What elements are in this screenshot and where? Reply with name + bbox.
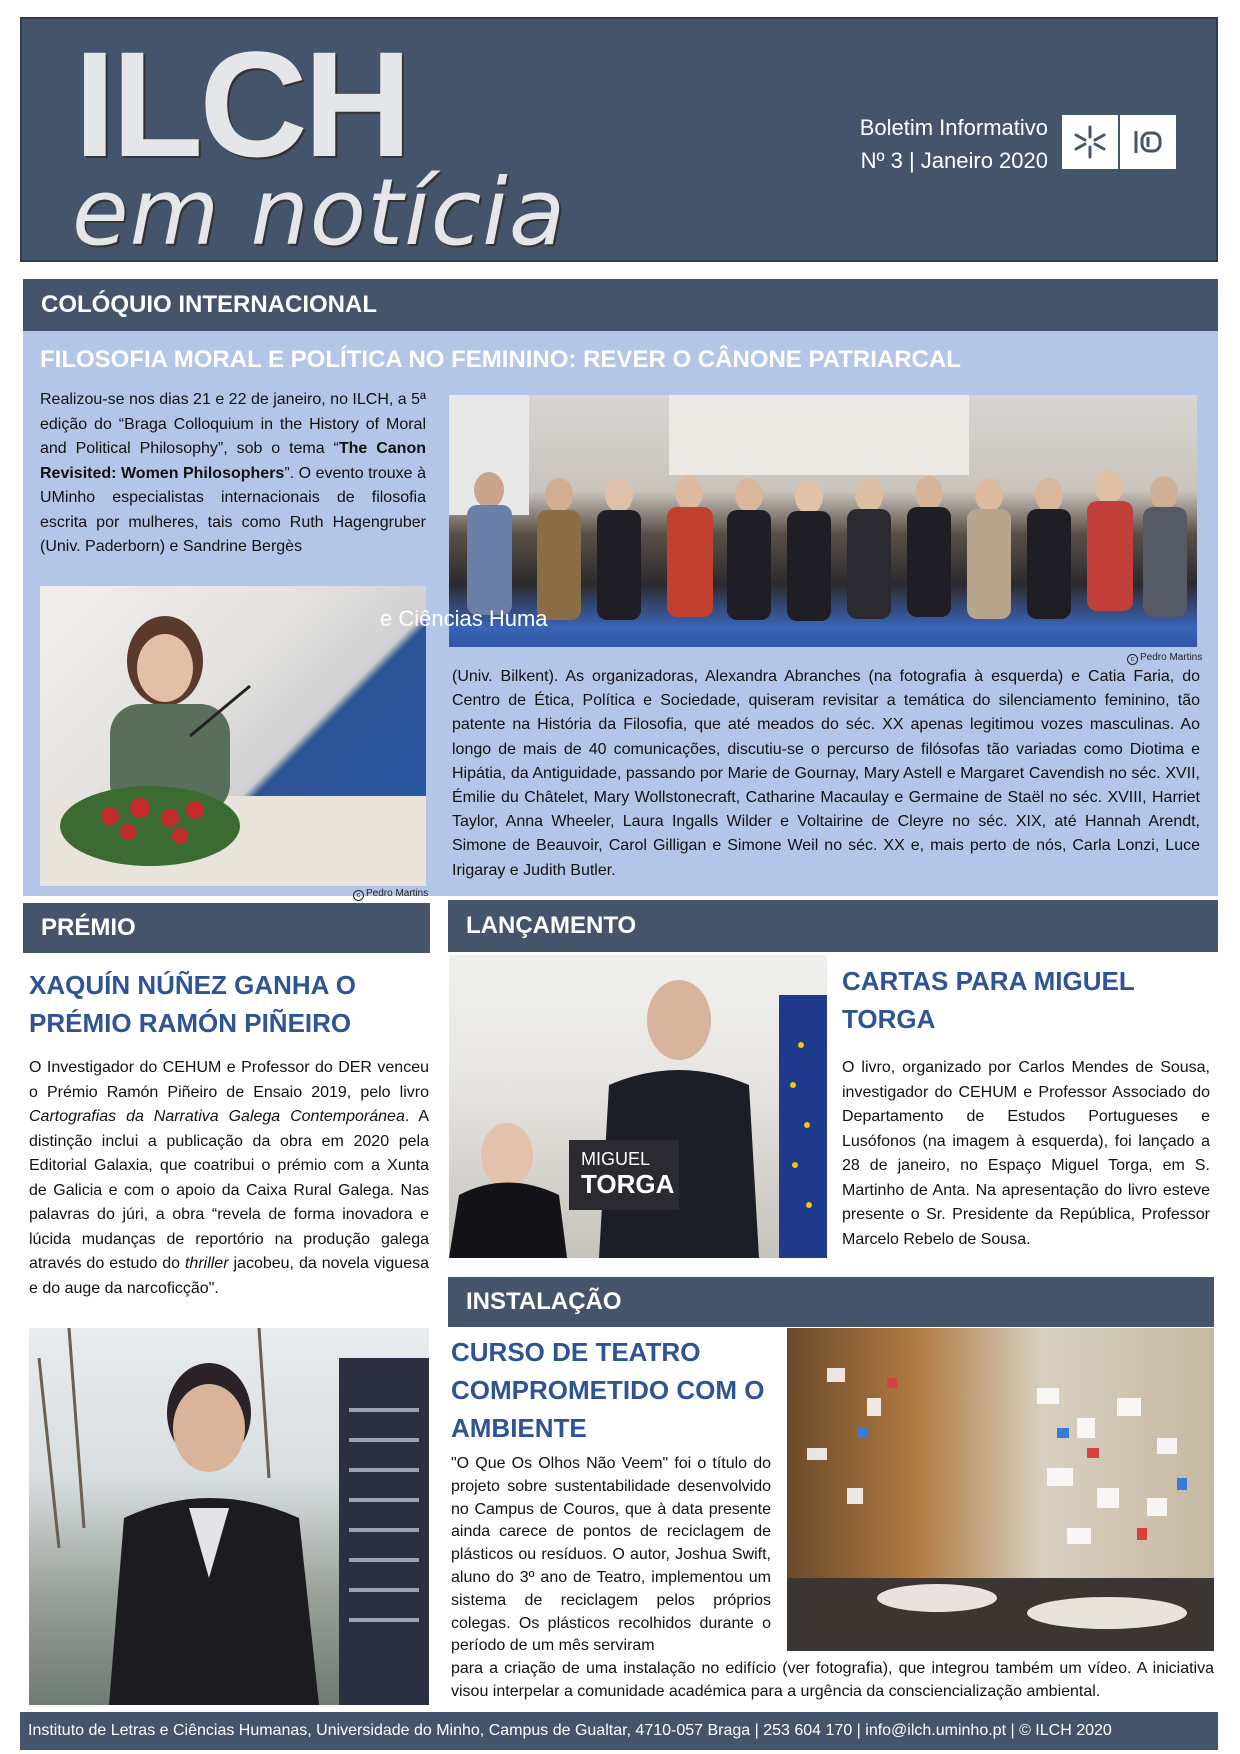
instalacao-body-narrow: "O Que Os Olhos Não Veem" foi o título do projeto sobre sustentabilidade desenvolvido no Campus de Couros, que à data presente ainda carece de pontos de reciclagem de plásticos ou resíduos. O autor, Joshua Swift, aluno do 3º ano de Teatro, implementou um sistema de reciclagem pelos próprios colegas. Os plásticos recolhidos durante o período de um mês serviram — [451, 1455, 771, 1655]
installation-photo — [787, 1328, 1214, 1651]
group-photo — [449, 395, 1197, 647]
copyright-icon: c — [353, 890, 364, 901]
uminho-star-icon — [1062, 115, 1118, 169]
issue-info — [860, 111, 1048, 177]
svg-text:e Ciências Huma: e Ciências Huma — [380, 606, 548, 631]
instalacao-headline: CURSO DE TEATRO COMPROMETIDO COM O AMBIENTE — [451, 1337, 765, 1443]
coloquio-subtitle: FILOSOFIA MORAL E POLÍTICA NO FEMININO: REVER O CÂNONE PATRIARCAL — [40, 346, 961, 373]
photo-credit-portrait: c Pedro Martins — [353, 888, 428, 901]
masthead-subtitle: em notícia — [72, 159, 567, 266]
footer-text: Instituto de Letras e Ciências Humanas, Universidade do Minho, Campus de Gualtar, 4710-057 Braga | 253 604 170 | info@ilch.uminho.pt | © ILCH 2020 — [28, 1722, 1112, 1739]
masthead — [20, 17, 1218, 266]
instalacao-body-wide: para a criação de uma instalação no edifício (ver fotografia), que integrou também um vídeo. A iniciativa visou interpelar a comunidade académica para a urgência da consciencialização ambiental. — [451, 1660, 1214, 1700]
issue-number: Nº 3 | Janeiro 2020 — [860, 148, 1048, 173]
masthead-title: ILCH — [74, 20, 408, 188]
copyright-icon: c — [1127, 654, 1138, 665]
coloquio-intro: Realizou-se nos dias 21 e 22 de janeiro, no ILCH, a 5ª edição do “Braga Colloquium in the History of Moral and Political Philosophy”, sob o tema “The Canon Revisited: Women Philosophers”. O evento trouxe à UMinho especialistas internacionais de filosofia escrita por mulheres, tais como Ruth Hagengruber (Univ. Paderborn) e Sandrine Bergès — [40, 391, 426, 555]
podium-line2: TORGA — [581, 1169, 675, 1199]
photo-credit-group: c Pedro Martins — [1127, 652, 1202, 665]
bulletin-label: Boletim Informativo — [859, 115, 1048, 140]
book-launch-photo — [449, 955, 827, 1258]
section-header-premio — [23, 903, 430, 953]
section-title: INSTALAÇÃO — [466, 1288, 622, 1315]
section-title: LANÇAMENTO — [466, 912, 637, 939]
lancamento-body: O livro, organizado por Carlos Mendes de Sousa, investigador do CEHUM e Professor Associado do Departamento de Estudos Portugueses e Lusófonos (na imagem à esquerda), foi lançado a 28 de janeiro, no Espaço Miguel Torga, em S. Martinho de Anta. Na apresentação do livro esteve presente o Sr. Presidente da República, Professor Marcelo Rebelo de Sousa. — [842, 1059, 1210, 1248]
ilch-logo-icon — [1120, 115, 1176, 169]
section-header-coloquio — [23, 279, 1218, 331]
portrait-photo — [40, 586, 548, 886]
section-title: COLÓQUIO INTERNACIONAL — [41, 291, 377, 318]
footer — [20, 1712, 1218, 1750]
section-header-instalacao — [448, 1277, 1214, 1327]
coloquio-body: (Univ. Bilkent). As organizadoras, Alexandra Abranches (na fotografia à esquerda) e Catia Faria, do Centro de Ética, Política e Sociedade, quiseram revisitar a temática do silenciamento feminino, tão patente na História da Filosofia, que até meados do séc. XX apenas legitimou vozes masculinas. Ao longo de mais de 40 comunicações, discutiu-se o percurso de filósofas tão variadas como Diotima e Hipátia, da Antiguidade, passando por Marie de Gournay, Mary Astell e Margaret Cavendish no séc. XVII, Émilie du Châtelet, Mary Wollstonecraft, Catharine Macaulay e Germaine de Staël no séc. XVIII, Harriet Taylor, Anna Wheeler, Laura Ingalls Wilder e Voltairine de Cleyre no séc. XIX, até Hannah Arendt, Simone de Beauvoir, Carol Gilligan e Simone Weil no séc. XX e, mais perto de nós, Carla Lonzi, Luce Irigaray e Judith Butler. — [452, 668, 1200, 879]
section-header-lancamento — [448, 900, 1218, 952]
podium-line1: MIGUEL — [581, 1149, 651, 1169]
section-title: PRÉMIO — [41, 914, 136, 941]
premio-body: O Investigador do CEHUM e Professor do DER venceu o Prémio Ramón Piñeiro de Ensaio 2019, pelo livro Cartografias da Narrativa Galega Contemporánea. A distinção inclui a publicação da obra em 2020 pela Editorial Galaxia, que coatribui o prémio com a Xunta de Galicia e com o apoio da Caixa Rural Galega. Nas palavras do júri, a obra “revela de forma inovadora e lúcida mudanças de reportório na produção galega através do estudo do thriller jacobeu, da novela viguesa e do auge da narcoficção". — [29, 1059, 429, 1297]
lancamento-headline: CARTAS PARA MIGUEL TORGA — [842, 966, 1135, 1034]
premio-headline: XAQUÍN NÚÑEZ GANHA O PRÉMIO RAMÓN PIÑEIRO — [29, 970, 356, 1038]
winner-photo — [29, 1328, 429, 1705]
